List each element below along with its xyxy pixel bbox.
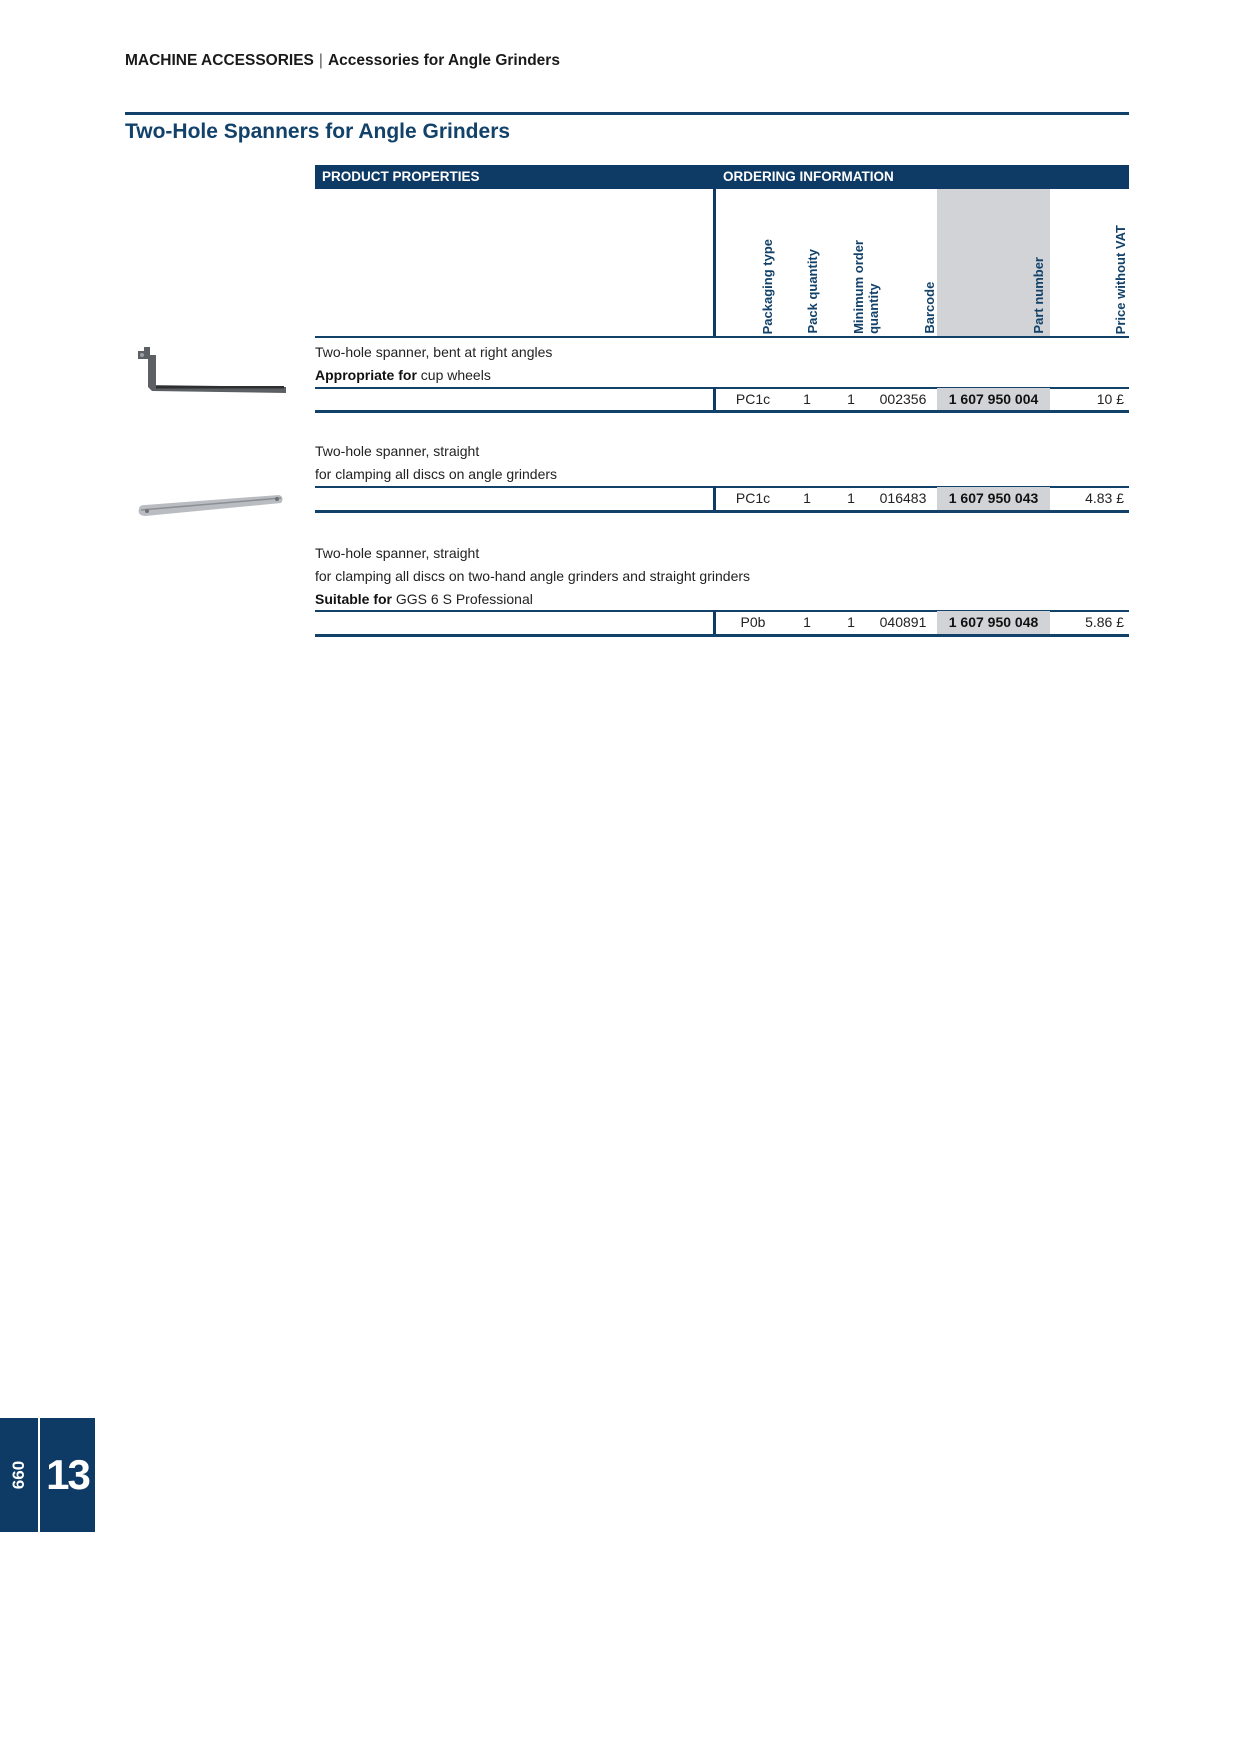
- product-1-part-number: 1 607 950 004: [948, 391, 1039, 407]
- product-2-min-order: 1: [847, 490, 855, 506]
- product-3-note: [315, 591, 533, 607]
- product-2-part-number: 1 607 950 043: [948, 490, 1039, 506]
- col-part-number: [937, 189, 1050, 336]
- product-2-packaging: PC1c: [735, 490, 771, 506]
- straight-spanner-image: [135, 485, 285, 525]
- product-1-price: 10 £: [1096, 391, 1124, 407]
- bent-spanner-image: [130, 343, 290, 403]
- product-2-row-bottom-rule: [315, 510, 1129, 513]
- col-barcode-label: Barcode: [922, 281, 937, 334]
- page-title: Two-Hole Spanners for Angle Grinders: [125, 120, 511, 143]
- chapter-number: 13: [40, 1418, 95, 1532]
- product-3-min-order: 1: [847, 614, 855, 630]
- product-1-packaging: PC1c: [735, 391, 771, 407]
- product-1-note-label: Appropriate for: [315, 367, 417, 383]
- product-2-name: Two-hole spanner, straight: [315, 443, 480, 459]
- breadcrumb-subsection: Accessories for Angle Grinders: [327, 52, 560, 69]
- col-packaging-type-label: Packaging type: [760, 238, 775, 334]
- product-1-note-text: cup wheels: [420, 367, 491, 383]
- breadcrumb-section: MACHINE ACCESSORIES: [125, 52, 314, 69]
- product-1-min-order: 1: [847, 391, 855, 407]
- page-number-tab: [0, 1418, 38, 1532]
- product-2-pack-qty: 1: [803, 490, 811, 506]
- product-3-price: 5.86 £: [1085, 614, 1124, 630]
- header-ordering-information: ORDERING INFORMATION: [716, 165, 1129, 189]
- product-3-barcode: 040891: [879, 614, 927, 630]
- col-pack-quantity: [786, 189, 824, 336]
- col-part-number-label: Part number: [1031, 257, 1046, 334]
- col-minimum-order-label: Minimum order quantity: [851, 240, 881, 334]
- product-2-barcode: 016483: [879, 490, 927, 506]
- product-3-note-label: Suitable for: [315, 591, 393, 607]
- product-3-packaging: P0b: [740, 614, 766, 630]
- product-1-name: Two-hole spanner, bent at right angles: [315, 344, 553, 360]
- column-separator: [713, 165, 716, 337]
- breadcrumb-separator: |: [318, 52, 323, 69]
- product-3-note-text: GGS 6 S Professional: [395, 591, 533, 607]
- product-3-line2: for clamping all discs on two-hand angle grinders and straight grinders: [315, 568, 751, 584]
- breadcrumb: [125, 52, 560, 70]
- product-2-price: 4.83 £: [1085, 490, 1124, 506]
- title-rule: [125, 112, 1129, 115]
- product-2-line2: for clamping all discs on angle grinders: [315, 466, 558, 482]
- product-3-part-number: 1 607 950 048: [948, 614, 1039, 630]
- product-1-pack-qty: 1: [803, 391, 811, 407]
- col-price-label: Price without VAT: [1113, 224, 1128, 334]
- product-1-barcode: 002356: [879, 391, 927, 407]
- header-product-properties: PRODUCT PROPERTIES: [315, 165, 713, 189]
- col-pack-quantity-label: Pack quantity: [805, 249, 820, 334]
- product-1-note: [315, 367, 491, 383]
- page-number: 660: [9, 1460, 28, 1490]
- header-bottom-rule: [315, 336, 1129, 338]
- product-1-row-bottom-rule: [315, 410, 1129, 413]
- product-3-pack-qty: 1: [803, 614, 811, 630]
- product-3-row-bottom-rule: [315, 634, 1129, 637]
- col-minimum-order: [826, 189, 881, 336]
- col-price: [1098, 189, 1128, 336]
- product-3-name: Two-hole spanner, straight: [315, 545, 480, 561]
